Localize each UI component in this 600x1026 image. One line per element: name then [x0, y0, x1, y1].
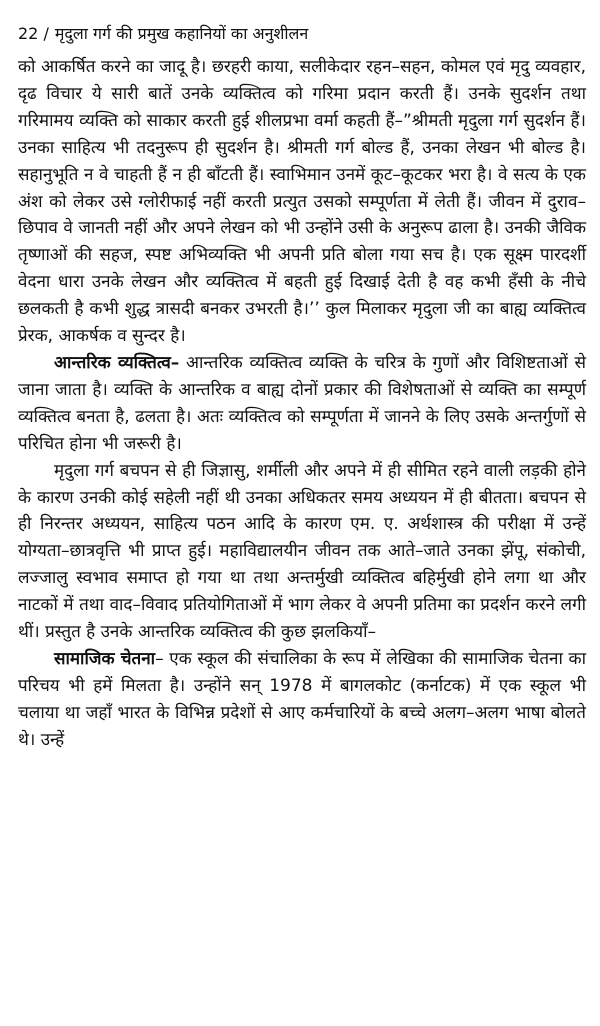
- section-heading-inner-personality: आन्तरिक व्यक्तित्व–: [54, 352, 180, 373]
- paragraph-2: [18, 350, 586, 458]
- paragraph-4-text: – एक स्कूल की संचालिका के रूप में लेखिका की सामाजिक चेतना का परिचय भी हमें मिलता है। उन्होंने सन् 1978 में बागलकोट (कर्नाटक) में एक स्कूल भी चलाया था जहाँ भारत के विभिन्न प्रदेशों से आए कर्मचारियों के बच्चे अलग–अलग भाषा बोलते थे। उन्हें: [18, 648, 587, 750]
- page-number: 22 /: [18, 24, 49, 43]
- paragraph-4: [18, 646, 586, 754]
- book-title: मृदुला गर्ग की प्रमुख कहानियों का अनुशीलन: [54, 24, 309, 43]
- paragraph-1-text: को आकर्षित करने का जादू है। छरहरी काया, सलीकेदार रहन–सहन, कोमल एवं मृदु व्यवहार, दृढ विचार ये सारी बातें उनके व्यक्तित्व को गरिमा प्रदान करती हैं। उनके सुदर्शन तथा गरिमामय व्यक्ति को साकार करती हुई शीलप्रभा वर्मा कहती हैं–”श्रीमती मृदुला गर्ग सुदर्शन हैं। उनका साहित्य भी तदनुरूप ही सुदर्शन है। श्रीमती गर्ग बोल्ड हैं, उनका लेखन भी बोल्ड है। सहानुभूति न वे चाहती हैं न ही बाँटती हैं। स्वाभिमान उनमें कूट–कूटकर भरा है। वे सत्य के एक अंश को लेकर उसे ग्लोरीफाई नहीं करती प्रत्युत उसको सम्पूर्णता में लेती हैं। जीवन में दुराव–छिपाव वे जानती नहीं और अपने लेखन को भी उन्होंने उसी के अनुरूप ढाला है। उनकी जैविक तृष्णाओं की सहज, स्पष्ट अभिव्यक्ति भी अपनी प्रति बोला गया सच है। एक सूक्ष्म पारदर्शी वेदना धारा उनके लेखन और व्यक्तित्व में बहती हुई दिखाई देती है वह कभी हँसी के नीचे छलकती है कभी शुद्ध त्रासदी बनकर उभरती है।’’ कुल मिलाकर मृदुला जी का बाह्य व्यक्तित्व प्रेरक, आकर्षक व सुन्दर है।: [18, 57, 586, 347]
- running-header: [18, 24, 586, 44]
- paragraph-1: [18, 54, 586, 350]
- body-text: [18, 54, 586, 754]
- paragraph-3: [18, 458, 586, 646]
- paragraph-3-text: मृदुला गर्ग बचपन से ही जिज्ञासु, शर्मीली और अपने में ही सीमित रहने वाली लड़की होने के कारण उनकी कोई सहेली नहीं थी उनका अधिकतर समय अध्ययन में ही बीतता। बचपन से ही निरन्तर अध्ययन, साहित्य पठन आदि के कारण एम. ए. अर्थशास्त्र की परीक्षा में उन्हें योग्यता–छात्रवृत्ति भी प्राप्त हुई। महाविद्यालयीन जीवन तक आते–जाते उनका झेंपू, संकोची, लज्जालु स्वभाव समाप्त हो गया था तथा अन्तर्मुखी व्यक्तित्व बहिर्मुखी होने लगा था और नाटकों में तथा वाद–विवाद प्रतियोगिताओं में भाग लेकर वे अपनी प्रतिमा का प्रदर्शन करने लगी थीं। प्रस्तुत है उनके आन्तरिक व्यक्तित्व की कुछ झलकियाँ–: [18, 460, 586, 643]
- section-heading-social-consciousness: सामाजिक चेतना: [54, 648, 156, 669]
- paragraph-2-text: आन्तरिक व्यक्तित्व व्यक्ति के चरित्र के गुणों और विशिष्टताओं से जाना जाता है। व्यक्ति के आन्तरिक व बाह्य दोनों प्रकार की विशेषताओं से व्यक्ति का सम्पूर्ण व्यक्तित्व बनता है, ढलता है। अतः व्यक्तित्व को सम्पूर्णता में जानने के लिए उसके अन्तर्गुणों से परिचित होना भी जरूरी है।: [18, 352, 586, 454]
